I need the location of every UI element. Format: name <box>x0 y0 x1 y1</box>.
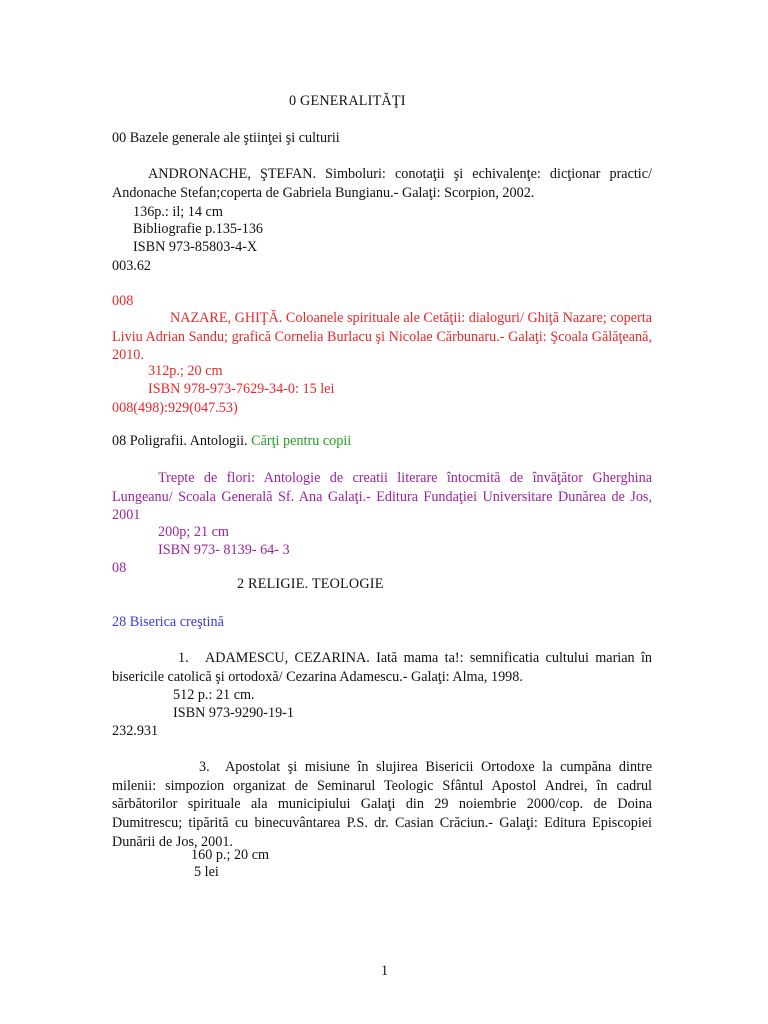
entry-classification: 08 <box>112 560 127 576</box>
section-heading-08-extra: Cărţi pentru copii <box>251 433 352 449</box>
entry-isbn: ISBN 973- 8139- 64- 3 <box>158 542 290 558</box>
section-heading-00: 00 Bazele generale ale ştiinţei şi culturii <box>112 130 340 146</box>
entry-extent: 160 p.; 20 cm <box>191 847 270 863</box>
entry-number: 3. <box>199 759 210 775</box>
bibliographic-entry-apostolat: Apostolat şi misiune în slujirea Bisericii Ortodoxe la cumpăna dintre milenii: simpozion organizat de Seminarul Teologic Sfântul Apostol Andrei, în cadrul sărbătorilor spirituale ala municipiului Galaţi din 29 noiembrie 2000/cop. de Doina Dumitrescu; tipărită cu binecuvântarea P.S. dr. Casian Crăciun.- Galaţi: Editura Episcopiei Dunării de Jos, 2001. <box>112 759 652 850</box>
entry-classification: 008(498):929(047.53) <box>112 400 238 416</box>
section-heading-28: 28 Biserica creştină <box>112 614 224 630</box>
bibliographic-entry-andronache: ANDRONACHE, ŞTEFAN. Simboluri: conotaţii şi echivalenţe: dicţionar practic/ Andonache Stefan;coperta de Gabriela Bungianu.- Galaţi: Scorpion, 2002. <box>112 166 652 201</box>
heading-generalitati: 0 GENERALITĂŢI <box>289 93 406 109</box>
entry-code: 008 <box>112 293 134 309</box>
entry-isbn: ISBN 978-973-7629-34-0: 15 lei <box>148 381 335 397</box>
entry-extent: 312p.; 20 cm <box>148 363 223 379</box>
page-number: 1 <box>381 963 389 979</box>
entry-classification: 003.62 <box>112 258 152 274</box>
entry-isbn: ISBN 973-85803-4-X <box>133 239 258 255</box>
heading-religie: 2 RELIGIE. TEOLOGIE <box>237 576 384 592</box>
entry-price: 5 lei <box>194 864 219 880</box>
entry-extent: 136p.: il; 14 cm <box>133 204 223 220</box>
entry-extent: 512 p.: 21 cm. <box>173 687 255 703</box>
entry-note: Bibliografie p.135-136 <box>133 221 264 237</box>
section-heading-08 <box>112 432 351 451</box>
bibliographic-entry-nazare: NAZARE, GHIŢĂ. Coloanele spirituale ale Cetăţii: dialoguri/ Ghiţă Nazare; coperta Liviu Adrian Sandu; grafică Cornelia Burlacu şi Nicolae Cărbunaru.- Galaţi: Şcoala Gălăţeană, 2010. <box>112 310 652 364</box>
entry-extent: 200p; 21 cm <box>158 524 229 540</box>
entry-classification: 232.931 <box>112 723 159 739</box>
entry-number: 1. <box>178 650 189 666</box>
bibliographic-entry-adamescu: ADAMESCU, CEZARINA. Iată mama ta!: semnificatia cultului marian în bisericile catolică şi ortodoxă/ Cezarina Adamescu.- Galaţi: Alma, 1998. <box>112 650 652 685</box>
bibliographic-entry-trepte: Trepte de flori: Antologie de creatii literare întocmită de învăţător Gherghina Lungeanu/ Scoala Generală Sf. Ana Galaţi.- Editura Fundaţiei Universitare Dunărea de Jos, 2001 <box>112 470 652 524</box>
section-heading-08-label: 08 Poligrafii. Antologii. <box>112 433 248 449</box>
entry-isbn: ISBN 973-9290-19-1 <box>173 705 294 721</box>
